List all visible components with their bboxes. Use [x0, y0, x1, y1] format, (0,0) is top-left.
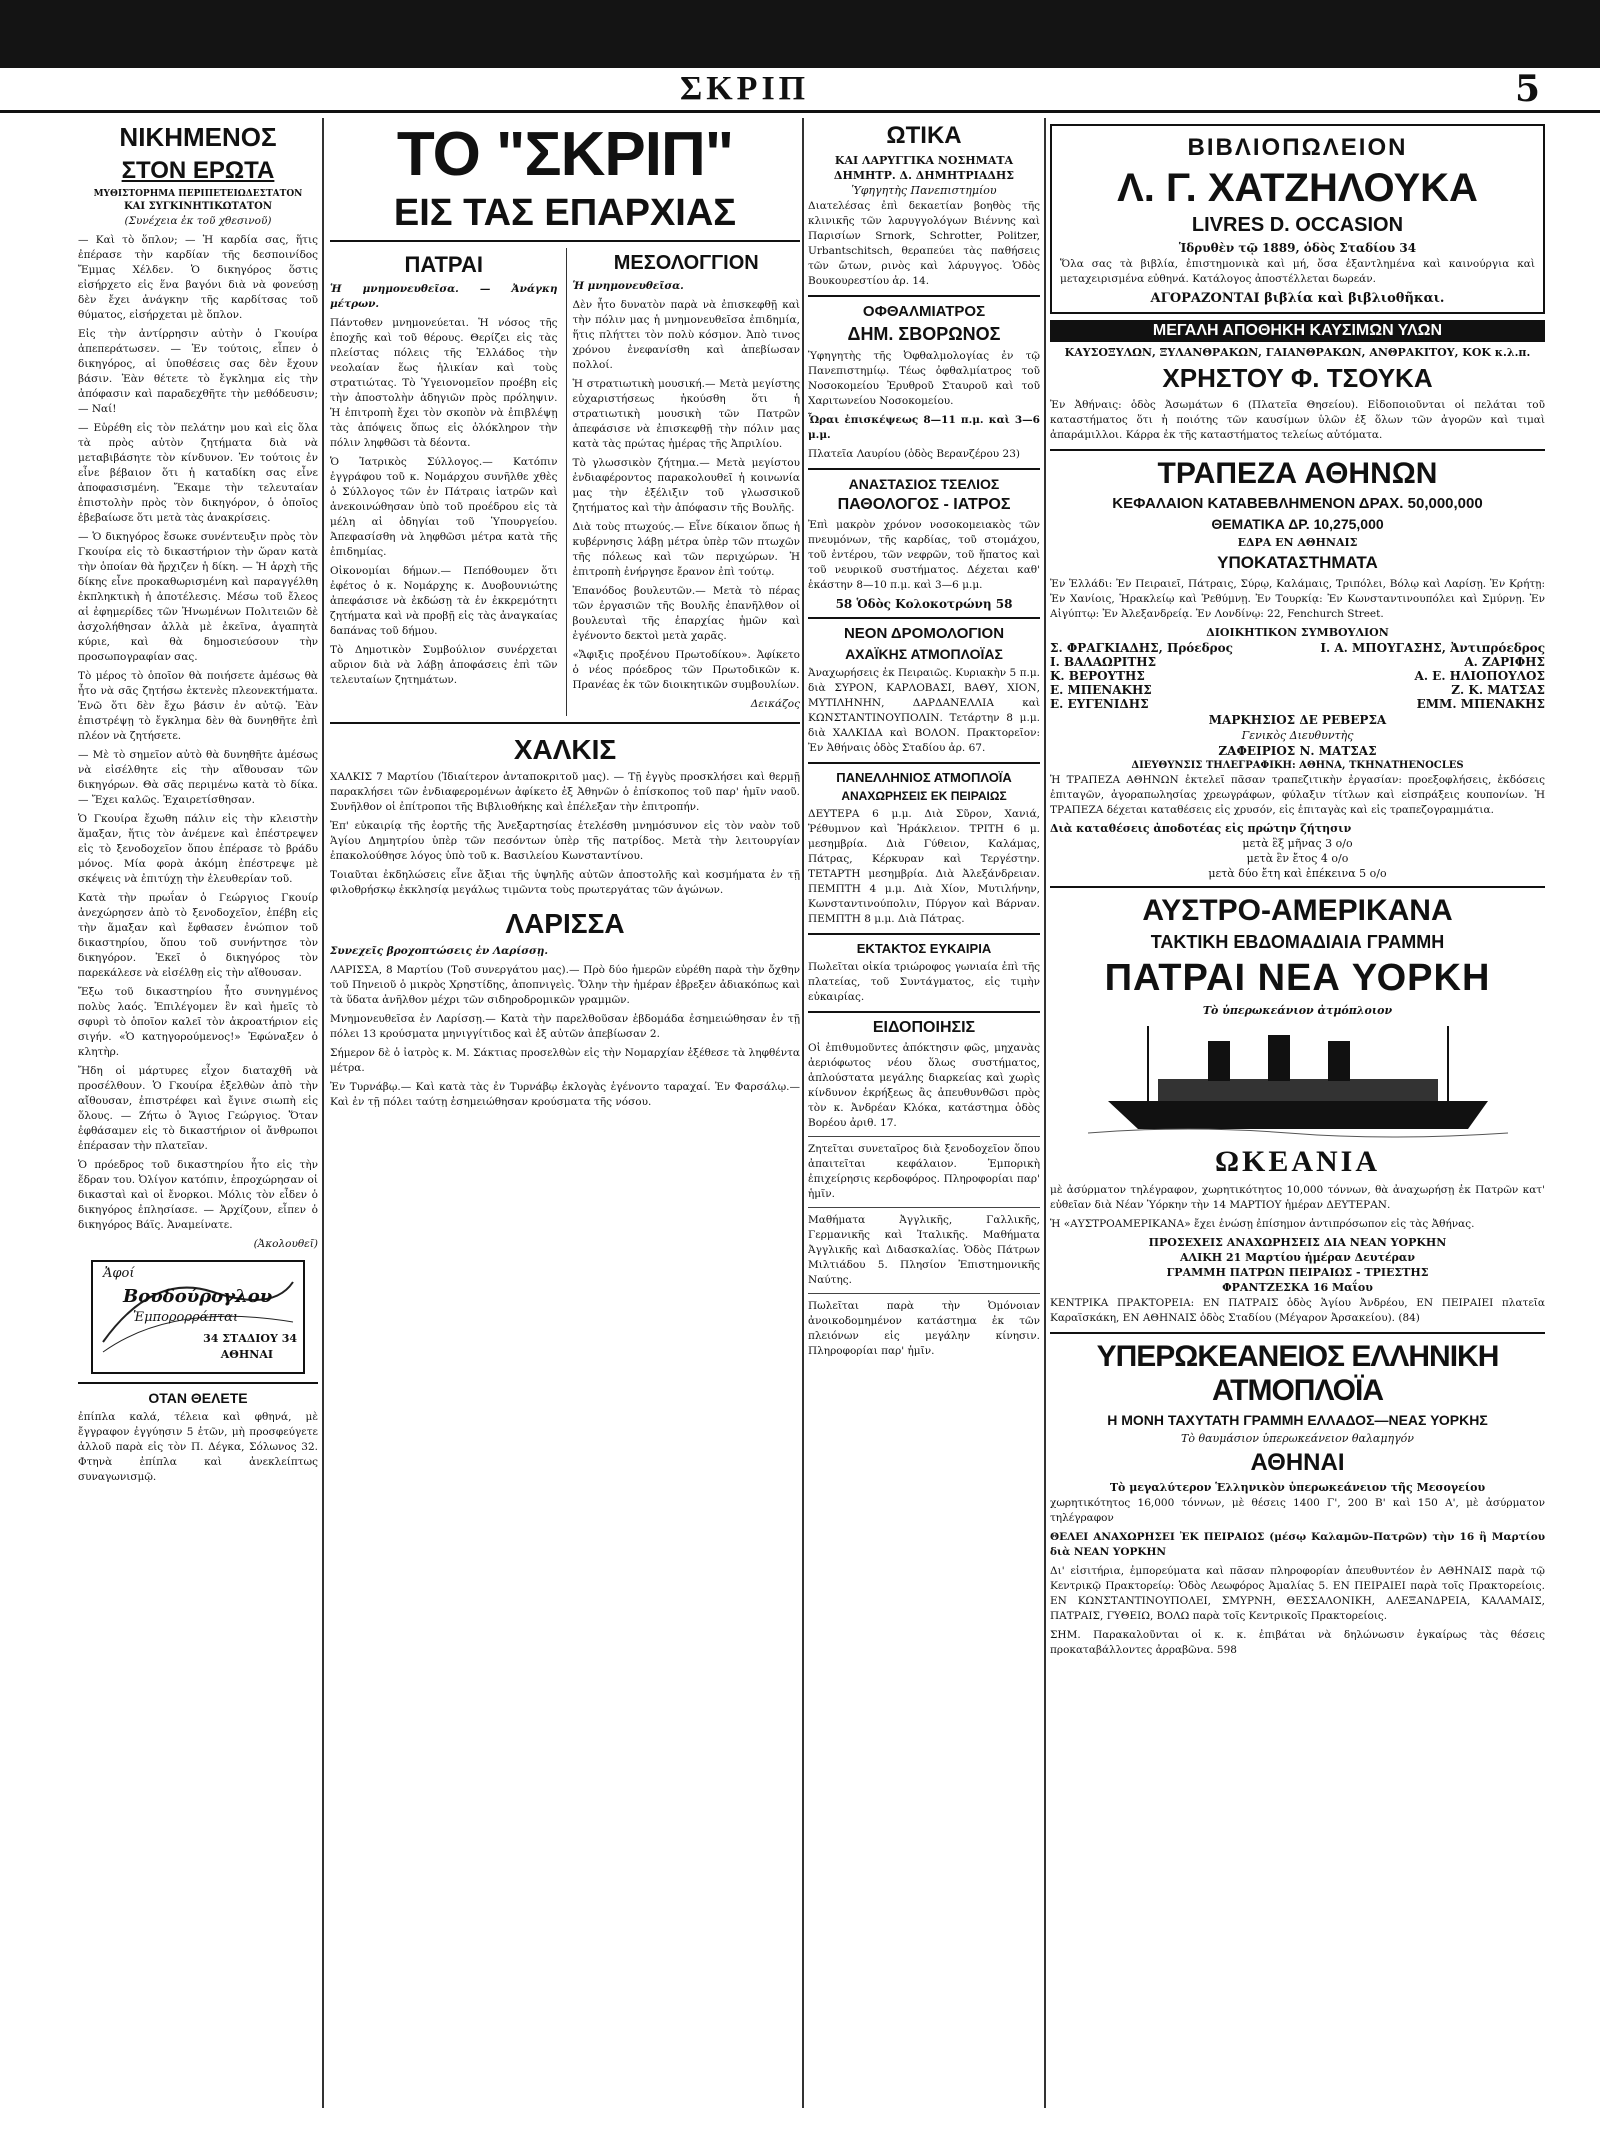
tailor-name: Βουδούρογλου	[123, 1286, 273, 1307]
agencies-text: ΚΕΝΤΡΙΚΑ ΠΡΑΚΤΟΡΕΙΑ: ΕΝ ΠΑΤΡΑΙΣ ὁδὸς Ἁγίου Ἀνδρέου, ΕΝ ΠΕΙΡΑΙΕΙ πλατεῖα Καραϊσκάκη, ΕΝ ΑΘΗΝΑΙΣ ὁδὸς Σταδίου (Μέγαρον Ἀρσακείου). (84)	[1050, 1297, 1545, 1324]
furniture-ad-title: ΟΤΑΝ ΘΕΛΕΤΕ	[148, 1390, 248, 1406]
next-departure: ΦΡΑΝΤΖΕΣΚΑ 16 Μαΐου	[1222, 1281, 1373, 1294]
transoceanic-specs: χωρητικότητος 16,000 τόννων, μὲ θέσεις 1400 Γ', 200 Β' καὶ 150 Α', μὲ ἀσύρματον τηλέγραφον	[1050, 1497, 1545, 1524]
fuel-ad	[1050, 320, 1545, 443]
austro-americana-ad	[1050, 894, 1545, 1326]
line-text-2: Ἡ «ΑΥΣΤΡΟΑΜΕΡΙΚΑΝΑ» ἔχει ἐνώσῃ ἐπίσημον ἀντιπρόσωπον εἰς τὰς Ἀθήνας.	[1050, 1218, 1475, 1230]
bank-board-row	[1050, 641, 1545, 655]
bank-director: ΖΑΦΕΙΡΙΟΣ Ν. ΜΑΤΣΑΣ	[1218, 744, 1377, 758]
board-member: Ι. ΒΑΛΑΩΡΙΤΗΣ	[1050, 655, 1157, 669]
ship-name: ΩΚΕΑΝΙΑ	[1214, 1145, 1381, 1178]
story-paragraph: — Καὶ τὸ ὅπλον; — Ἡ καρδία σας, ἥτις ἐπέρασε τὴν καρδίαν τῆς δεσποινίδος Ἔμμας Χέλδεν. Ὁ δικηγόρος ὅστις εἰσήρχετο εἰς ἕνα βαγόνι διὰ νὰ φονεύσῃ δὲν ἔχει ἀνάγκην τῆς καρδίτσας τοῦ θύματος, εἰσήρχεται μὲ ὅπλον.	[78, 234, 318, 321]
transoceanic-ship: ΑΘΗΝΑΙ	[1250, 1449, 1345, 1476]
furniture-ad-text: ἐπίπλα καλά, τέλεια καὶ φθηνά, μὲ ἔγγραφον ἐγγύησιν 5 ἐτῶν, μὴ προσφεύγετε ἀλλοῦ παρὰ εἰς τὸν Π. Δέγκα, Σόλωνος 32. Φτηνὰ ἐπίπλα καὶ ἀνεκλείπτως συναγωνισμῷ.	[78, 1411, 318, 1483]
line-text: μὲ ἀσύρματον τηλέγραφον, χωρητικότητος 10,000 τόννων, θὰ ἀναχωρήσῃ ἐκ Πατρῶν κατ' εὐθεῖαν διὰ Νέαν Ὑόρκην τὴν 14 ΜΑΡΤΙΟΥ ἡμέραν ΔΕΥΤΕΡΑΝ.	[1050, 1184, 1545, 1211]
bookshop-name: Λ. Γ. ΧΑΤΖΗΛΟΥΚΑ	[1117, 166, 1478, 210]
panhellenic-ad-text: ΔΕΥΤΕΡΑ 6 μ.μ. Διὰ Σῦρον, Χανιά, Ῥέθυμνον καὶ Ἡράκλειον. ΤΡΙΤΗ 6 μ. μεσημβρία. Διὰ Γύθειον, Καλάμας, Πάτρας, Κέρκυραν καὶ Τεργέστην. ΤΕΤΑΡΤΗ μεσημβρία. Διὰ Ἀλεξάνδρειαν. ΠΕΜΠΤΗ 4 μ.μ. Διὰ Χίον, Μυτιλήνην, Κωνσταντινούπολιν, Πύργον καὶ Βάρναν. ΠΕΜΠΤΗ 8 μ.μ. Διὰ Πάτρας.	[808, 808, 1040, 925]
larissa-lead: Συνεχεῖς βροχοπτώσεις ἐν Λαρίσσῃ.	[330, 945, 549, 957]
column-large-ads	[1050, 118, 1545, 2110]
board-member: Α. Ε. ΗΛΙΟΠΟΥΛΟΣ	[1414, 669, 1545, 683]
news-paragraph: Δὲν ἦτο δυνατὸν παρὰ νὰ ἐπισκεφθῇ καὶ τὴν πόλιν μας ἡ μνημονευθεῖσα ἐπιδημία, ἥτις πλήττει τὸν πολὺ κόσμον. Ἀπὸ τινος χρόνου ἐνεφανίσθη καὶ ἀπεβίωσαν πολλοί.	[572, 299, 800, 371]
transoceanic-note: ΣΗΜ. Παρακαλοῦνται οἱ κ. κ. ἐπιβάται νὰ δηλώνωσιν ἐγκαίρως τὰς θέσεις προκαταβάλλοντες ἀρραβῶνα. 598	[1050, 1629, 1545, 1656]
mesolongion-column	[566, 248, 801, 716]
news-paragraph: Οἰκονομίαι δήμων.— Πεπόθουμεν ὅτι ἐφέτος ὁ κ. Νομάρχης κ. Δυοβουνιώτης ἀπεφάσισε νὰ ἐκδώσῃ τὰ ἐν ἐκκρεμότητι ζητήματα καὶ νὰ προβῇ εἰς τὰς ἀναγκαίας δαπάνας τοῦ δήμου.	[330, 565, 558, 637]
divider	[1050, 1332, 1545, 1334]
notice-ad-text: Οἱ ἐπιθυμοῦντες ἀπόκτησιν φῶς, μηχανὰς ἀεριόφωτος νέου ὅλως συστήματος, ἁπλούστατα μεγάλης διαρκείας καὶ χωρὶς κίνδυνον ἐκρήξεως ἂς ἀπευθυνθῶσι πρὸς τὸν κ. Ἀνδρέαν Κλόκα, κατάστημα ὁδὸς Βορέου ἀριθ. 17.	[808, 1042, 1040, 1129]
notice-ad-title: ΕΙΔΟΠΟΙΗΣΙΣ	[872, 1019, 976, 1036]
divider	[808, 295, 1040, 297]
board-member: Ζ. Κ. ΜΑΤΣΑΣ	[1451, 683, 1545, 697]
board-member: Σ. ΦΡΑΓΚΙΑΔΗΣ, Πρόεδρος	[1050, 641, 1233, 655]
tailor-address: 34 ΣΤΑΔΙΟΥ 34	[203, 1332, 297, 1345]
chalkis-column	[330, 730, 800, 1114]
transoceanic-desc: Τὸ μεγαλύτερον Ἑλληνικὸν ὑπερωκεάνειον τῆς Μεσογείου	[1109, 1481, 1486, 1494]
bank-telegraph: ΔΙΕΥΘΥΝΣΙΣ ΤΗΛΕΓΡΑΦΙΚΗ: ΑΘΗΝΑ, ΤΚΗΝΑΤΗΕΝOCLES	[1131, 760, 1464, 771]
news-paragraph: Ἐπ' εὐκαιρίᾳ τῆς ἑορτῆς τῆς Ἀνεξαρτησίας ἐτελέσθη μνημόσυνον εἰς τὸν ναὸν τοῦ Ἁγίου Δημητρίου ὑπὲρ τῶν πεσόντων ὑπὲρ τῆς πατρίδος. Μετὰ τὴν λειτουργίαν ἐπακολούθησε λόγος ὑπὸ τοῦ κ. Βασιλείου Κωνσταντίνου.	[330, 820, 800, 862]
tailor-city: ΑΘΗΝΑΙ	[220, 1348, 273, 1361]
divider	[808, 762, 1040, 764]
column-provinces	[330, 118, 800, 2110]
eye-ad-doctor: ΔΗΜ. ΣΒΟΡΩΝΟΣ	[847, 324, 1001, 344]
divider	[78, 1382, 318, 1384]
patrai-column	[330, 248, 558, 716]
bank-ad	[1050, 457, 1545, 880]
panhellenic-ad-title: ΠΑΝΕΛΛΗΝΙΟΣ ΑΤΜΟΠΛΟΪΑ	[836, 770, 1012, 785]
shipping-ad-text: Ἀναχωρήσεις ἐκ Πειραιῶς. Κυριακὴν 5 π.μ. διὰ ΣΥΡΟΝ, ΚΑΡΛΟΒΑΣΙ, ΒΑΘΥ, ΧΙΟΝ, ΜΥΤΙΛΗΝΗΝ, ΔΑΡΔΑΝΕΛΛΙΑ καὶ ΚΩΝΣΤΑΝΤΙΝΟΥΠΟΛΙΝ. Τετάρτην 8 μ.μ. διὰ ΧΑΛΚΙΔΑ καὶ ΒΟΛΟΝ. Πρακτορεῖον: Ἐν Ἀθήναις ὁδὸς Σταδίου ἀρ. 67.	[808, 667, 1040, 754]
tailor-trade: Ἐμπορορράπται	[133, 1310, 239, 1325]
story-paragraph: Κατὰ τὴν πρωΐαν ὁ Γεώργιος Γκουίρ ἀνεχώρησεν ἀπὸ τὸ ξενοδοχεῖον, ἐπέβη εἰς τὴν ἅμαξαν καὶ ἔφθασεν ἐνώπιον τοῦ δικαστηρίου, ὅπου τοῦ συνήντησε τὸν δικηγόρον. Ἐκεῖ ὁ δικηγόρος τὸν παρεκάλεσε νὰ εἰσέλθῃ εἰς τὴν αἴθουσαν.	[78, 892, 318, 979]
physician-ad-address: 58 Ὁδὸς Κολοκοτρώνη 58	[835, 597, 1013, 611]
story-subhead-2: ΚΑΙ ΣΥΓΚΙΝΗΤΙΚΩΤΑΤΟΝ	[123, 201, 273, 212]
divider	[808, 1011, 1040, 1013]
divider	[808, 1293, 1040, 1294]
eye-ad-hours: Ὧραι ἐπισκέψεως 8—11 π.μ. καὶ 3—6 μ.μ.	[808, 414, 1040, 441]
bank-rate-title: Διὰ καταθέσεις ἀποδοτέας εἰς πρώτην ζήτησιν	[1050, 822, 1352, 835]
story-headline: ΝΙΚΗΜΕΝΟΣ	[119, 122, 277, 152]
shop-sale-ad-text: Πωλεῖται παρὰ τὴν Ὀμόνοιαν ἀνοικοδομημένον κατάστημα ἐκ τῶν πλειόνων εἰς μεγάλην κίνησιν. Πληροφορίαι παρ' ἡμῖν.	[808, 1300, 1040, 1357]
bank-seat: ΕΔΡΑ ΕΝ ΑΘΗΝΑΙΣ	[1237, 536, 1358, 549]
patrai-title: ΠΑΤΡΑΙ	[404, 252, 483, 277]
news-paragraph: Τὸ Δημοτικὸν Συμβούλιον συνέρχεται αὔριον διὰ νὰ λάβῃ ἀποφάσεις ἐπὶ τῶν τελευταίων ζητημάτων.	[330, 644, 558, 686]
ent-ad-role: Ὑφηγητὴς Πανεπιστημίου	[851, 184, 997, 197]
ent-ad-subtitle: ΚΑΙ ΛΑΡΥΓΓΙΚΑ ΝΟΣΗΜΑΤΑ	[834, 154, 1014, 167]
story-paragraph: Ἤδη οἱ μάρτυρες εἶχον διαταχθῆ νὰ προσέλθουν. Ὁ Γκουίρα ἐξελθὼν ἀπὸ τὴν αἴθουσαν, ἐπιστρέφει καὶ ἔγινε σιωπὴ εἰς ὅλους. — Ζήτω ὁ Ἅγιος Γεώργιος. Ὅταν ἐφθάσαμεν εἰς τὸ δικαστήριον οἱ ἄνθρωποι ἐπέρασαν τὴν πλατεῖαν.	[78, 1065, 318, 1152]
bank-rate: μετὰ ἓν ἔτος 4 ο/ο	[1246, 852, 1349, 865]
mesolongion-title: ΜΕΣΟΛΟΓΓΙΟΝ	[613, 252, 759, 274]
fuel-ad-title: ΜΕΓΑΛΗ ΑΠΟΘΗΚΗ ΚΑΥΣΙΜΩΝ ΥΛΩΝ	[1050, 320, 1545, 342]
bank-reserve: ΘΕΜΑΤΙΚΑ ΔΡ. 10,275,000	[1211, 516, 1384, 532]
news-paragraph: Μνημονευθεῖσα ἐν Λαρίσσῃ.— Κατὰ τὴν παρελθοῦσαν ἑβδομάδα ἐσημειώθησαν ἐν τῇ πόλει 13 κρούσματα μηνιγγίτιδος καὶ ἐξ αὐτῶν ἀπεβίωσαν 2.	[330, 1013, 800, 1040]
news-paragraph: Τοιαῦται ἐκδηλώσεις εἶνε ἄξιαι τῆς ὑψηλῆς αὐτῶν ἀποστολῆς καὶ κοσμήματα ἐν τῇ φιλοθρήσκῳ ἐκκλησίᾳ μεγάλως τιμῶντα τοὺς πρωτεργάτας τῶν ἀγώνων.	[330, 869, 800, 896]
column-divider	[322, 118, 324, 2108]
transoceanic-departure: ΘΕΛΕΙ ΑΝΑΧΩΡΗΣΕΙ ἘΚ ΠΕΙΡΑΙΩΣ (μέσῳ Καλαμῶν-Πατρῶν) τὴν 16 ἢ Μαρτίου διὰ ΝΕΑΝ ΥΟΡΚΗΝ	[1050, 1531, 1545, 1558]
page-number: 5	[1514, 68, 1540, 110]
partner-ad-text: Ζητεῖται συνεταῖρος διὰ ξενοδοχεῖον ὅπου ἀπαιτεῖται κεφάλαιον. Ἐμπορικὴ ἐπιχείρησις κερδοφόρος. Πληροφορίαι παρ' ἡμῖν.	[808, 1143, 1040, 1200]
divider	[330, 240, 800, 242]
ent-ad-text: Διατελέσας ἐπὶ δεκαετίαν βοηθὸς τῆς κλινικῆς τῶν λαρυγγολόγων Βιέννης καὶ Παρισίων Srnork, Schrotter, Politzer, Urbantschitsch, θεραπεύει τὰς παθήσεις τῶν ὤτων, ρινὸς καὶ λάρυγγος. Ὁδὸς Βουκουρεστίου ἀρ. 14.	[808, 200, 1040, 287]
shipping-ad-title: ΝΕΟΝ ΔΡΟΜΟΛΟΓΙΟΝ	[843, 625, 1005, 642]
board-member: Ε. ΕΥΓΕΝΙΔΗΣ	[1050, 697, 1149, 711]
bank-board-title: ΔΙΟΙΚΗΤΙΚΟΝ ΣΥΜΒΟΥΛΙΟΝ	[1206, 626, 1389, 639]
bank-board-row	[1050, 683, 1545, 697]
bank-rate: μετὰ ἓξ μῆνας 3 ο/ο	[1242, 837, 1353, 850]
bank-gm-role: Γενικὸς Διευθυντὴς	[1241, 729, 1354, 742]
larissa-title: ΛΑΡΙΣΣΑ	[505, 908, 625, 939]
correspondent-signature: Δεικάζος	[750, 698, 800, 710]
story-paragraph: Ἔξω τοῦ δικαστηρίου ἦτο συνηγμένος πολὺς λαός. Ἐπιλέγομεν ἓν καὶ ἡμεῖς τὸ σφυρὶ τὸ ὁποῖον καλεῖ τὸν ἀκροατήριον εἰς σιγήν. «Ὁ κατηγορούμενος!» Ἐφώναξεν ὁ κλητὴρ.	[78, 986, 318, 1058]
news-paragraph: Πάντοθεν μνημονεύεται. Ἡ νόσος τῆς ἐποχῆς καὶ τοῦ θέρους. Θερίζει εἰς τὰς πλείστας πόλεις τῆς Ἑλλάδος τὴν νεολαίαν ἕως ἡλικίαν καὶ τοὺς στρατιώτας. Τὸ Ὑγειονομεῖον προέβη εἰς τὴν ἀποστολὴν ἀδηγιῶν πρὸς πρόληψιν. Ἡ ἐπιτροπὴ ἔχει τὸν σκοπὸν νὰ ἐπιβλέψῃ τὰς ἀπόψεις ὅπως εἰς ὁλόκληρον τὴν πόλιν ληφθῶσι τὰ δέοντα.	[330, 317, 558, 449]
two-column-split	[330, 730, 800, 1114]
to-be-continued: (Ἀκολουθεῖ)	[253, 1238, 318, 1250]
opportunity-ad-title: ΕΚΤΑΚΤΟΣ ΕΥΚΑΙΡΙΑ	[856, 941, 992, 956]
newspaper-title: ΣΚΡΙΠ	[680, 70, 810, 107]
story-paragraph: Ὁ πρόεδρος τοῦ δικαστηρίου ἦτο εἰς τὴν ἕδραν του. Ὀλίγον κατόπιν, ἐπροχώρησαν οἱ δικασταὶ καὶ οἱ ἔνορκοι. Μόλις τὸν εἶδεν ὁ δικηγόρος ἐπλησίασε. — Ἀρχίζουν, εἶπεν ὁ δικηγόρος Βάϊς. Ἀναμείνατε.	[78, 1159, 318, 1231]
news-paragraph: Ἐπανόδος βουλευτῶν.— Μετὰ τὸ πέρας τῶν ἐργασιῶν τῆς Βουλῆς ἐπανῆλθον οἱ βουλευταὶ τῆς ἐπαρχίας ἡμῶν καὶ ἐγένοντο δεκτοὶ μετὰ χαρᾶς.	[572, 585, 800, 642]
divider	[1050, 886, 1545, 888]
story-paragraph: Ὁ Γκουίρα ἔχωθη πάλιν εἰς τὴν κλειστὴν ἅμαξαν, ἥτις τὸν ἀνέμενε καὶ ἐπέστρεψεν εἰς τὸ ξενοδοχεῖον ὅπου ἐπέρασε τὸ βράδυ μόνος. Μία φορὰ ἀκόμη ἐπέστρεψε μὲ σκέψεις νὰ ἐπιτύχῃ τὴν ἐλευθερίαν τοῦ.	[78, 813, 318, 885]
bookshop-title: ΒΙΒΛΙΟΠΩΛΕΙΟΝ	[1187, 134, 1408, 161]
bank-branches: Ἐν Ἑλλάδι: Ἐν Πειραιεῖ, Πάτραις, Σύρῳ, Καλάμαις, Τριπόλει, Βόλῳ καὶ Λαρίσῃ. Ἐν Κρήτῃ: Ἐν Χανίοις, Ἡρακλείῳ καὶ Ῥεθύμνῃ. Ἐν Τουρκίᾳ: Ἐν Κωνσταντινουπόλει καὶ Σμύρνῃ. Ἐν Αἰγύπτῳ: Ἐν Ἀλεξανδρείᾳ. Ἐν Λονδίνῳ: 22, Fenchurch Street.	[1050, 578, 1545, 620]
line-title: ΑΥΣΤΡΟ-ΑΜΕΡΙΚΑΝΑ	[1142, 894, 1453, 927]
physician-ad-text: Ἐπὶ μακρὸν χρόνον νοσοκομειακὸς τῶν πνευμόνων, τῆς καρδίας, τοῦ στομάχου, τοῦ ἐντέρου, τῶν νεφρῶν, τοῦ ἥπατος καὶ τοῦ νευρικοῦ συστήματος. Δέχεται καθ' ἑκάστην 8—10 π.μ. καὶ 3—6 μ.μ.	[808, 519, 1040, 591]
transoceanic-intro: Τὸ θαυμάσιον ὑπερωκεάνειον θαλαμηγόν	[1181, 1432, 1414, 1445]
news-paragraph: Ἡ στρατιωτικὴ μουσική.— Μετὰ μεγίστης εὐχαριστήσεως ἠκούσθη ὅτι ἡ στρατιωτικὴ μουσικὴ τῶν Πατρῶν ἀπεφάσισε νὰ ἐπισκεφθῇ τὴν πόλιν μας κατὰ τὰς πρώτας ἡμέρας τῆς Ἀπριλίου.	[572, 378, 800, 450]
eye-ad-address: Πλατεῖα Λαυρίου (ὁδὸς Βερανζέρου 23)	[808, 448, 1020, 460]
news-paragraph: Σήμερον δὲ ὁ ἰατρὸς κ. Μ. Σάκτιας προσελθὼν εἰς τὴν Νομαρχίαν ἐξέθεσε τὰ ληφθέντα μέτρα.	[330, 1047, 800, 1074]
news-paragraph: Ὁ Ἰατρικὸς Σύλλογος.— Κατόπιν ἐγγράφου τοῦ κ. Νομάρχου συνῆλθε χθὲς ὁ Σύλλογος τῶν ἐν Πάτραις ἰατρῶν καὶ ἀνεκοινώθησαν ὑπὸ τοῦ προέδρου εἰς τὰ μέλη αἱ ὁδηγίαι τοῦ Ὑπουργείου. Ἀπεφασίσθη νὰ ληφθῶσι μέτρα κατὰ τῆς ἐπιδημίας.	[330, 456, 558, 558]
next-departure: ΑΛΙΚΗ 21 Μαρτίου ἡμέραν Δευτέραν	[1180, 1251, 1415, 1264]
chalkis-title: ΧΑΛΚΙΣ	[513, 734, 617, 765]
next-departures-title: ΠΡΟΣΕΧΕΙΣ ΑΝΑΧΩΡΗΣΕΙΣ ΔΙΑ ΝΕΑΝ ΥΟΡΚΗΝ	[1148, 1236, 1447, 1249]
section-headline: ΤΟ "ΣΚΡΙΠ"	[396, 120, 734, 189]
next-departure: ΓΡΑΜΜΗ ΠΑΤΡΩΝ ΠΕΙΡΑΙΩΣ - ΤΡΙΕΣΤΗΣ	[1166, 1266, 1429, 1279]
panhellenic-ad-subtitle: ΑΝΑΧΩΡΗΣΕΙΣ ΕΚ ΠΕΙΡΑΙΩΣ	[841, 789, 1007, 803]
bank-rate: μετὰ δύο ἔτη καὶ ἐπέκεινα 5 ο/ο	[1208, 867, 1387, 880]
tailor-advert	[91, 1260, 305, 1374]
fuel-ad-owner: ΧΡΗΣΤΟΥ Φ. ΤΣΟΥΚΑ	[1162, 363, 1433, 393]
divider	[808, 933, 1040, 935]
story-paragraph: Τὸ μέρος τὸ ὁποῖον θὰ ποιήσετε ἀμέσως θὰ ἦτο νὰ σᾶς ζητήσω ἐκτενὲς πλεονεκτήματα. Ἐνῶ ὅτι δὲν ἔχω βάσιν ἐν αὐτῷ. Ἐὰν ἐπιστρέψῃ τὸ ἔγκλημα δὲν θὰ δυνηθῆτε ἐπὶ πλέον νὰ ζητήσετε.	[78, 670, 318, 742]
fuel-ad-text: Ἐν Ἀθήναις: ὁδὸς Ἀσωμάτων 6 (Πλατεῖα Θησείου). Εἰδοποιοῦνται οἱ πελάται τοῦ καταστήματος ὅτι ἡ ποιότης τῶν καυσίμων ὑλῶν ἐξ ὅλων τῶν ἀγορῶν καὶ τιμαὶ ἀπαράμιλλοι. Κάρρα ἐκ τῆς καταστήματος τελείως αὐτόματα.	[1050, 399, 1545, 441]
column-divider	[1044, 118, 1046, 2108]
bookshop-text: Ὅλα σας τὰ βιβλία, ἐπιστημονικὰ καὶ μή, ὅσα ἐξαντλημένα καὶ καινούργια καὶ μεταχειρισμένα εὐθηνά. Κατάλογος ἀποστέλλεται δωρεάν.	[1060, 258, 1535, 285]
bank-title: ΤΡΑΠΕΖΑ ΑΘΗΝΩΝ	[1157, 457, 1438, 490]
news-paragraph: «Ἄφιξις προξένου Πρωτοδίκου». Ἀφίκετο ὁ νέος πρόεδρος τῶν Πρωτοδικῶν κ. Πρανέας ἐκ τῶν διοικητικῶν συμβουλίων.	[572, 649, 800, 691]
news-paragraph: Τὸ γλωσσικὸν ζήτημα.— Μετὰ μεγίστου ἐνδιαφέροντος παρακολουθεῖ ἡ κοινωνία μας τὴν ἐξέλιξιν τοῦ γλωσσικοῦ ζητήματος καὶ τὴν ἀπόφασιν τῆς Βουλῆς.	[572, 457, 800, 514]
divider	[808, 468, 1040, 470]
top-print-band	[0, 0, 1600, 68]
section-subheadline: ΕΙΣ ΤΑΣ ΕΠΑΡΧΙΑΣ	[393, 192, 737, 234]
physician-ad-role: ΠΑΘΟΛΟΓΟΣ - ΙΑΤΡΟΣ	[837, 496, 1011, 513]
ship-note: Τὸ ὑπερωκεάνιον ἀτμόπλοιον	[1202, 1004, 1393, 1017]
board-member: Κ. ΒΕΡΟΥΤΗΣ	[1050, 669, 1145, 683]
column-small-ads	[808, 118, 1040, 2110]
board-member: Ε. ΜΠΕΝΑΚΗΣ	[1050, 683, 1152, 697]
ent-ad-doctor: ΔΗΜΗΤΡ. Δ. ΔΗΜΗΤΡΙΑΔΗΣ	[833, 169, 1015, 182]
transoceanic-title: ΥΠΕΡΩΚΕΑΝΕΙΟΣ ΕΛΛΗΝΙΚΗ ΑΤΜΟΠΛΟΪΑ	[1096, 1340, 1499, 1407]
opportunity-ad-text: Πωλεῖται οἰκία τριώροφος γωνιαία ἐπὶ τῆς πλατείας, τοῦ Συντάγματος, εἰς τιμὴν εὐκαιρίας.	[808, 961, 1040, 1003]
divider	[808, 1136, 1040, 1137]
ent-ad-title: ΩΤΙΚΑ	[886, 122, 962, 149]
bank-branches-title: ΥΠΟΚΑΤΑΣΤΗΜΑΤΑ	[1217, 553, 1378, 572]
bank-general-manager: ΜΑΡΚΗΣΙΟΣ ΔΕ ΡΕΒΕΡΣΑ	[1208, 713, 1387, 727]
bank-board-row	[1050, 655, 1545, 669]
masthead	[0, 68, 1600, 113]
tailor-brothers: Ἀφοί	[103, 1266, 135, 1281]
steamship-illustration-icon	[1088, 1021, 1508, 1141]
bank-text: Ἡ ΤΡΑΠΕΖΑ ΑΘΗΝΩΝ ἐκτελεῖ πᾶσαν τραπεζιτικὴν ἐργασίαν: προεξοφλήσεις, ἐκδόσεις ἐπιταγῶν, ἀγοραπωλησίας χρεωγράφων, φύλαξιν τίτλων καὶ εἰσπράξεις κουπονίων. Ἡ ΤΡΑΠΕΖΑ δέχεται καταθέσεις εἰς χρυσόν, εἰς ἐπιταγὰς καὶ εἰς τραπεζογραμμάτια.	[1050, 774, 1545, 816]
line-route: ΠΑΤΡΑΙ ΝΕΑ ΥΟΡΚΗ	[1104, 957, 1491, 999]
story-headline-2: ΣΤΟΝ ΕΡΩΤΑ	[121, 157, 275, 184]
bookshop-buying: ΑΓΟΡΑΖΟΝΤΑΙ βιβλία καὶ βιβλιοθῆκαι.	[1150, 291, 1445, 306]
transoceanic-ad	[1050, 1340, 1545, 1658]
story-paragraph: Εἰς τὴν ἀντίρρησιν αὐτὴν ὁ Γκουίρα ἀπεπεράτωσεν. — Ἐν τούτοις, εἶπεν ὁ δικηγόρος, αἱ ὑποθέσεις σας δὲν ἔχουν βάσιν. Ἐὰν θέτετε τὸ ἔγκλημα εἰς τὴν ἀπόφασιν καὶ παραδεχθῆτε τὴν μεθόδευσιν; — Ναί!	[78, 328, 318, 415]
lessons-ad-text: Μαθήματα Ἀγγλικῆς, Γαλλικῆς, Γερμανικῆς καὶ Ἰταλικῆς. Μαθήματα Ἀγγλικῆς καὶ Διδασκαλίας. Ὁδὸς Πάτρων Μιλτιάδου 5. Πλησίον Ἐπιστημονικῆς Ναύτης.	[808, 1214, 1040, 1286]
bank-board-row	[1050, 669, 1545, 683]
eye-ad-text: Ὑφηγητὴς τῆς Ὀφθαλμολογίας ἐν τῷ Πανεπιστημίῳ. Τέως ὀφθαλμίατρος τοῦ Νοσοκομείου Ἐρυθροῦ Σταυροῦ καὶ τοῦ Χαριτωνείου Νοσοκομείου.	[808, 350, 1040, 407]
mesolongion-lead: Ἡ μνημονευθεῖσα.	[572, 280, 684, 292]
story-paragraph: — Εὑρέθη εἰς τὸν πελάτην μου καὶ εἰς ὅλα τὰ πρὸς αὐτὸν ζητήματα διὰ νὰ μεταβιβάσητε τὸν κίνδυνον. Ἐν τούτοις ἐν εἶνε βέβαιον ὅτι ἡ καταδίκη σας εἶνε ἀποφασισμένη. Ἔκαμε τὴν τελευταίαν ἐπιστολὴν πρὸς τὸν δικηγόρον, ὁ ὁποῖος ἐβεβαίωσε ὅτι μετὰ τὰς ἀνακρίσεις.	[78, 422, 318, 524]
board-member: Ι. Α. ΜΠΟΥΓΑΣΗΣ, Ἀντιπρόεδρος	[1320, 641, 1545, 655]
column-serial-story	[78, 118, 318, 2110]
bookshop-ad	[1050, 124, 1545, 314]
bookshop-subtitle: LIVRES D. OCCASION	[1191, 214, 1404, 236]
line-subtitle: ΤΑΚΤΙΚΗ ΕΒΔΟΜΑΔΙΑΙΑ ΓΡΑΜΜΗ	[1150, 932, 1445, 952]
column-divider	[802, 118, 804, 2108]
fuel-ad-subtitle: ΚΑΥΣΟΞΥΛΩΝ, ΞΥΛΑΝΘΡΑΚΩΝ, ΓΑΙΑΝΘΡΑΚΩΝ, ΑΝΘΡΑΚΙΤΟΥ, ΚΟΚ κ.λ.π.	[1064, 346, 1531, 359]
story-subhead: ΜΥΘΙΣΤΟΡΗΜΑ ΠΕΡΙΠΕΤΕΙΩΔΕΣΤΑΤΟΝ	[93, 189, 303, 199]
board-member: ΕΜΜ. ΜΠΕΝΑΚΗΣ	[1416, 697, 1545, 711]
patrai-lead: Ἡ μνημονευθεῖσα. — Ἀνάγκη μέτρων.	[330, 283, 558, 310]
physician-ad-name: ΑΝΑΣΤΑΣΙΟΣ ΤΣΕΛΙΟΣ	[848, 476, 1000, 492]
bookshop-established: Ἱδρυθὲν τῷ 1889, ὁδὸς Σταδίου 34	[1178, 241, 1417, 255]
story-paragraph: — Ὁ δικηγόρος ἔσωκε συνέντευξιν πρὸς τὸν Γκουίρα εἰς τὸ δικαστήριον τὴν ὥραν κατὰ τὴν ὁποίαν θὰ ἤρχιζεν ἡ δίκη. — Ἡ ἀρχὴ τῆς δίκης εἶνε προκαθωρισμένη καὶ παραγγέλθη ἐκπληκτικὴ ἡ ἀποτέλεσις. Μέσω τοῦ ἔλεος αἱ ἐφημερίδες τῶν Ἠνωμένων Πολιτειῶν δὲ ἀσχολήθησαν ἀλλὰ μὲ ἐκεῖνα, ἀγαπητὰ κύριε, καὶ θὰ δημοσιεύσουν τὴν προσωπογραφίαν σας.	[78, 531, 318, 663]
story-paragraph: — Μὲ τὸ σημεῖον αὐτὸ θὰ δυνηθῆτε ἀμέσως νὰ εἰσέλθητε εἰς τὴν αἴθουσαν τῶν δικηγόρων. Θὰ σᾶς περιμένω κατὰ τὸ δίκα. — Ἔχει καλῶς. Ἐχαιρετίσθησαν.	[78, 749, 318, 806]
divider	[1050, 449, 1545, 451]
news-paragraph: Ἐν Τυρνάβῳ.— Καὶ κατὰ τὰς ἐν Τυρνάβῳ ἐκλογὰς ἐγένοντο ταραχαί. Ἐν Φαρσάλῳ.— Καὶ ἐν τῇ πόλει ταύτῃ ἐσημειώθησαν κρούσματα τῆς νόσου.	[330, 1081, 800, 1108]
news-paragraph: ΛΑΡΙΣΣΑ, 8 Μαρτίου (Τοῦ συνεργάτου μας).— Πρὸ δύο ἡμερῶν εὑρέθη παρὰ τὴν ὄχθην τοῦ Πηνειοῦ ὁ μικρὸς Χρηστίδης, ἀποπνιγεὶς. Ὅλην τὴν ἡμέραν ἐβρεξεν ἀδιακόπως καὶ τὰ ὕδατα ἀνῆλθον μέχρι τῶν σιδηροδρομικῶν γραμμῶν.	[330, 964, 800, 1006]
divider	[808, 617, 1040, 619]
news-paragraph: ΧΑΛΚΙΣ 7 Μαρτίου (Ἰδιαίτερον ἀνταποκριτοῦ μας). — Τῇ ἐγγὺς προσκλήσει καὶ θερμῇ παρακλήσει τῶν ἐνδιαφερομένων ἀφίκετο ἐξ Ἀθηνῶν ὁ ἐπίσκοπος τοῦ παρ' ἡμῖν ναοῦ. Συνῆλθον οἱ ἐπίτροποι τῆς Βιβλιοθήκης καὶ ἐπέλεξαν τὴν ἐπιτροπήν.	[330, 771, 800, 813]
continuation-note: (Συνέχεια ἐκ τοῦ χθεσινοῦ)	[124, 215, 272, 227]
news-paragraph: Διὰ τοὺς πτωχούς.— Εἶνε δίκαιον ὅπως ἡ κυβέρνησις λάβῃ μέτρα ὑπὲρ τῶν πτωχῶν τῆς πόλεως καὶ τῶν περιχώρων. Ἡ ἐπιτροπὴ ἐνήργησε ἔρανον ἐπὶ τούτῳ.	[572, 521, 800, 578]
eye-ad-title: ΟΦΘΑΛΜΙΑΤΡΟΣ	[862, 303, 986, 320]
shipping-ad-company: ΑΧΑΪΚΗΣ ΑΤΜΟΠΛΟΪΑΣ	[845, 646, 1003, 662]
divider	[808, 1207, 1040, 1208]
transoceanic-subtitle: Η ΜΟΝΗ ΤΑΧΥΤΑΤΗ ΓΡΑΜΜΗ ΕΛΛΑΔΟΣ—ΝΕΑΣ ΥΟΡΚΗΣ	[1107, 1412, 1488, 1428]
board-member: Α. ΖΑΡΙΦΗΣ	[1464, 655, 1545, 669]
bank-capital: ΚΕΦΑΛΑΙΟΝ ΚΑΤΑΒΕΒΛΗΜΕΝΟΝ ΔΡΑΧ. 50,000,000	[1112, 495, 1483, 512]
two-column-split	[330, 248, 800, 716]
divider	[330, 722, 800, 724]
bank-board-row	[1050, 697, 1545, 711]
transoceanic-text: Δι' εἰσιτήρια, ἐμπορεύματα καὶ πᾶσαν πληροφορίαν ἀπευθυντέον ἐν ΑΘΗΝΑΙΣ παρὰ τῷ Κεντρικῷ Πρακτορείῳ: Ὁδὸς Λεωφόρος Ἀμαλίας 5. ΕΝ ΠΕΙΡΑΙΕΙ παρὰ τοῖς Πρακτορείοις. ΕΝ ΚΩΝΣΤΑΝΤΙΝΟΥΠΟΛΕΙ, ΣΜΥΡΝΗ, ΘΕΣΣΑΛΟΝΙΚΗ, ΑΛΕΞΑΝΔΡΕΙΑ, ΚΑΛΑΜΑΙΣ, ΠΑΤΡΑΙΣ, ΓΥΘΕΙΩ, ΒΟΛΩ παρὰ τοῖς Κεντρικοῖς Πρακτορείοις.	[1050, 1565, 1545, 1622]
